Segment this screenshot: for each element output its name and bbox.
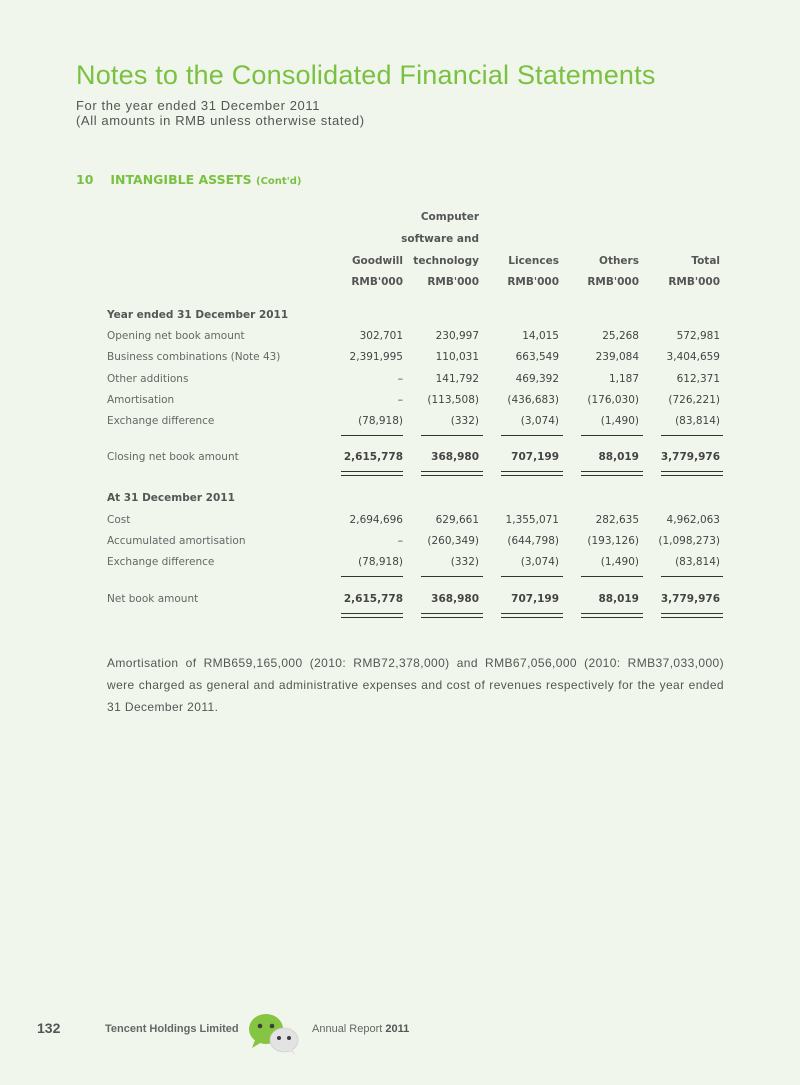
cell-others: (1,490) bbox=[600, 415, 639, 427]
row-label: Cost bbox=[107, 514, 131, 526]
cell-others: 1,187 bbox=[608, 373, 639, 385]
cell-licences: 469,392 bbox=[515, 373, 559, 385]
cell-licences: (436,683) bbox=[507, 394, 559, 406]
cell-licences: 1,355,071 bbox=[505, 514, 559, 526]
subtotal-rule bbox=[501, 435, 563, 436]
col-header-software-line2: software and bbox=[401, 233, 479, 245]
total-double-rule bbox=[501, 471, 563, 476]
cell-licences: 14,015 bbox=[522, 330, 559, 342]
cell-total: 572,981 bbox=[676, 330, 720, 342]
col-header-total: Total bbox=[691, 255, 720, 267]
cell-licences: 663,549 bbox=[515, 351, 559, 363]
unit-software: RMB'000 bbox=[427, 276, 479, 288]
subtotal-rule bbox=[341, 435, 403, 436]
total-double-rule bbox=[581, 613, 643, 618]
subtotal-rule bbox=[661, 576, 723, 577]
cell-total: 3,404,659 bbox=[666, 351, 720, 363]
cell-goodwill: – bbox=[397, 373, 403, 385]
col-header-others: Others bbox=[599, 255, 639, 267]
subtotal-rule bbox=[421, 576, 483, 577]
cell-others: (176,030) bbox=[587, 394, 639, 406]
note-heading bbox=[76, 172, 301, 187]
company-name: Tencent Holdings Limited bbox=[105, 1023, 239, 1035]
table-row bbox=[107, 514, 727, 530]
page-subtitle bbox=[76, 98, 365, 128]
cell-total: 4,962,063 bbox=[666, 514, 720, 526]
col-header-software-line3: technology bbox=[413, 255, 479, 267]
cell-total: (83,814) bbox=[675, 415, 720, 427]
row-label: Closing net book amount bbox=[107, 451, 239, 463]
cell-total: (726,221) bbox=[668, 394, 720, 406]
cell-total: (1,098,273) bbox=[658, 535, 720, 547]
cell-goodwill: – bbox=[397, 394, 403, 406]
cell-total: (83,814) bbox=[675, 556, 720, 568]
cell-goodwill: (78,918) bbox=[358, 556, 403, 568]
cell-others: 239,084 bbox=[595, 351, 639, 363]
cell-goodwill: (78,918) bbox=[358, 415, 403, 427]
table-row bbox=[107, 556, 727, 572]
subtotal-rule bbox=[501, 576, 563, 577]
row-label: Other additions bbox=[107, 373, 189, 385]
cell-goodwill: – bbox=[397, 535, 403, 547]
unit-others: RMB'000 bbox=[587, 276, 639, 288]
cell-licences: 707,199 bbox=[511, 451, 559, 463]
table-row bbox=[107, 535, 727, 551]
cell-others: 88,019 bbox=[598, 451, 639, 463]
note-number: 10 bbox=[76, 172, 94, 187]
section-label: Year ended 31 December 2011 bbox=[107, 309, 289, 321]
table-total-row bbox=[107, 593, 727, 609]
note-title: INTANGIBLE ASSETS bbox=[110, 172, 252, 187]
subtotal-rule bbox=[661, 435, 723, 436]
cell-software: 141,792 bbox=[435, 373, 479, 385]
table-row bbox=[107, 373, 727, 389]
cell-software: 110,031 bbox=[435, 351, 479, 363]
total-double-rule bbox=[421, 613, 483, 618]
subtotal-rule bbox=[581, 576, 643, 577]
subtotal-rule bbox=[421, 435, 483, 436]
col-header-goodwill: Goodwill bbox=[351, 255, 403, 267]
cell-goodwill: 2,694,696 bbox=[349, 514, 403, 526]
page-number: 132 bbox=[37, 1020, 61, 1036]
cell-others: 25,268 bbox=[602, 330, 639, 342]
unit-licences: RMB'000 bbox=[507, 276, 559, 288]
page-title: Notes to the Consolidated Financial Statements bbox=[76, 60, 656, 90]
table-row bbox=[107, 394, 727, 410]
total-double-rule bbox=[661, 613, 723, 618]
table-row bbox=[107, 330, 727, 346]
cell-software: (332) bbox=[450, 556, 479, 568]
report-year: 2011 bbox=[385, 1023, 410, 1035]
cell-total: 3,779,976 bbox=[660, 451, 720, 463]
subtitle-period: For the year ended 31 December 2011 bbox=[76, 98, 321, 113]
unit-total: RMB'000 bbox=[668, 276, 720, 288]
cell-others: 88,019 bbox=[598, 593, 639, 605]
report-title: Annual Report bbox=[312, 1023, 383, 1035]
cell-licences: (644,798) bbox=[507, 535, 559, 547]
wechat-chat-bubbles-icon bbox=[243, 1010, 305, 1058]
col-header-software-line1: Computer bbox=[420, 211, 479, 223]
section-label: At 31 December 2011 bbox=[107, 492, 235, 504]
cell-others: 282,635 bbox=[595, 514, 639, 526]
row-label: Amortisation bbox=[107, 394, 175, 406]
total-double-rule bbox=[581, 471, 643, 476]
row-label: Business combinations (Note 43) bbox=[107, 351, 281, 363]
cell-licences: 707,199 bbox=[511, 593, 559, 605]
cell-licences: (3,074) bbox=[520, 556, 559, 568]
cell-others: (193,126) bbox=[587, 535, 639, 547]
note-continued: (Cont'd) bbox=[256, 176, 302, 187]
cell-software: (260,349) bbox=[427, 535, 479, 547]
cell-others: (1,490) bbox=[600, 556, 639, 568]
row-label: Accumulated amortisation bbox=[107, 535, 246, 547]
subtotal-rule bbox=[581, 435, 643, 436]
table-row bbox=[107, 415, 727, 431]
table-header-line1 bbox=[107, 211, 727, 227]
report-label bbox=[312, 1023, 409, 1035]
table-units-row bbox=[107, 276, 727, 292]
table-total-row bbox=[107, 451, 727, 467]
cell-goodwill: 302,701 bbox=[359, 330, 403, 342]
section-title-year-ended bbox=[107, 309, 727, 325]
subtotal-rule bbox=[341, 576, 403, 577]
subtitle-currency-note: (All amounts in RMB unless otherwise stated) bbox=[76, 113, 365, 128]
total-double-rule bbox=[341, 471, 403, 476]
total-double-rule bbox=[661, 471, 723, 476]
cell-software: 368,980 bbox=[431, 593, 479, 605]
cell-software: 629,661 bbox=[435, 514, 479, 526]
row-label: Exchange difference bbox=[107, 415, 215, 427]
total-double-rule bbox=[341, 613, 403, 618]
row-label: Opening net book amount bbox=[107, 330, 245, 342]
col-header-licences: Licences bbox=[508, 255, 559, 267]
table-header-line3 bbox=[107, 255, 727, 271]
cell-goodwill: 2,615,778 bbox=[343, 593, 403, 605]
cell-software: 368,980 bbox=[431, 451, 479, 463]
page-footer bbox=[0, 1010, 800, 1070]
table-row bbox=[107, 351, 727, 367]
cell-software: 230,997 bbox=[435, 330, 479, 342]
cell-software: (332) bbox=[450, 415, 479, 427]
row-label: Net book amount bbox=[107, 593, 199, 605]
cell-goodwill: 2,615,778 bbox=[343, 451, 403, 463]
amortisation-note-paragraph: Amortisation of RMB659,165,000 (2010: RMB72,378,000) and RMB67,056,000 (2010: RMB37,033,000) were charged as general and administrative expenses and cost of revenues respectively for the year ended 31 December 2011. bbox=[107, 656, 724, 714]
cell-licences: (3,074) bbox=[520, 415, 559, 427]
total-double-rule bbox=[501, 613, 563, 618]
cell-total: 612,371 bbox=[676, 373, 720, 385]
row-label: Exchange difference bbox=[107, 556, 215, 568]
section-title-at-date bbox=[107, 492, 727, 508]
total-double-rule bbox=[421, 471, 483, 476]
cell-total: 3,779,976 bbox=[660, 593, 720, 605]
cell-software: (113,508) bbox=[427, 394, 479, 406]
cell-goodwill: 2,391,995 bbox=[349, 351, 403, 363]
table-header-line2 bbox=[107, 233, 727, 249]
unit-goodwill: RMB'000 bbox=[351, 276, 403, 288]
